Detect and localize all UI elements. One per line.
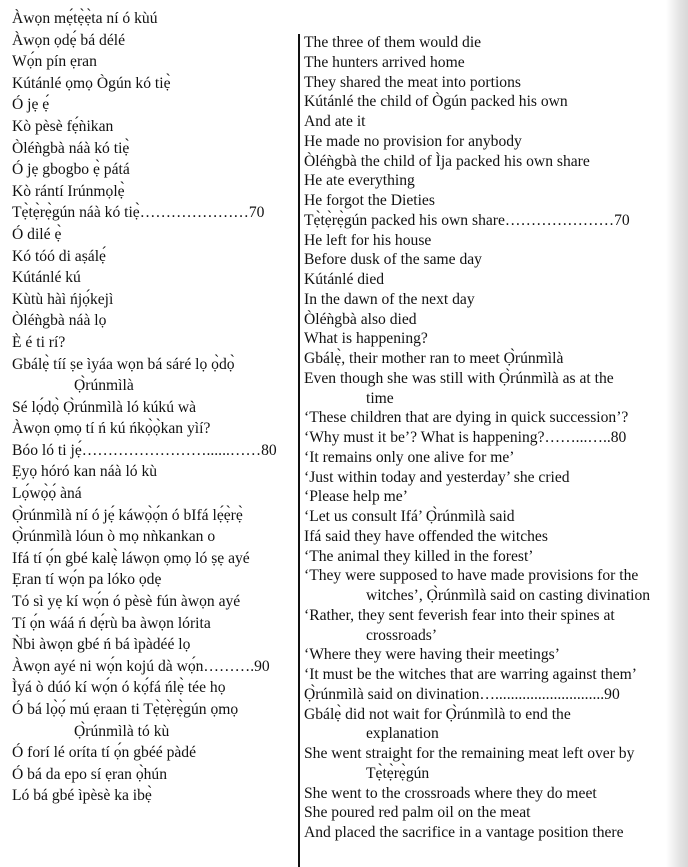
yoruba-line: È é ti rí?: [12, 333, 66, 351]
yoruba-line: Ǹbi àwọn gbé ń bá ìpàdéé lọ: [12, 636, 191, 654]
english-line: She went straight for the remaining meat left over by: [304, 745, 635, 762]
english-line: He forgot the Dieties: [304, 192, 435, 209]
yoruba-line: Tó sì yẹ kí wọ́n ó pèsè fún àwọn ayé: [12, 593, 241, 611]
yoruba-line: Tẹ̀tẹ̀rẹ̀gún náà kó tiẹ̀…………………70: [12, 204, 265, 222]
yoruba-line: Ìyá ò dúó kí wọ́n ó kọ́fá ńlẹ̀ tée họ: [12, 679, 226, 697]
english-line: Tẹ̀tẹ̀rẹ̀gún packed his own share…………………70: [304, 211, 630, 229]
english-line: ‘Let us consult Ifá’ Ọ̀rúnmìlà said: [304, 508, 515, 525]
english-line-continuation: Tẹ̀tẹ̀rẹ̀gún: [366, 764, 430, 782]
english-line: And placed the sacrifice in a vantage position there: [304, 824, 624, 841]
yoruba-line: Àwọn mẹ́tẹ̀ẹ̀ta ní ó kùú: [12, 10, 158, 27]
english-line: She poured red palm oil on the meat: [304, 804, 531, 822]
yoruba-line: Kútánlé ọmọ Ògún kó tiẹ̀: [12, 74, 171, 92]
yoruba-line: Kò rántí Irúnmọlẹ̀: [12, 182, 125, 200]
yoruba-line: Ifá tí ọ́n gbé kalẹ̀ láwọn ọmọ ló ṣẹ ayé: [12, 549, 250, 567]
yoruba-line: Ó dilé ẹ̀: [12, 225, 62, 243]
yoruba-line: Àwọn ọmọ tí ń kú ńkọ̀ọ̀kan yìí?: [12, 420, 211, 438]
yoruba-line: Ó bá lọ̀ọ́ mú ẹraan ti Tẹ̀tẹ̀rẹ̀gún ọmọ: [12, 701, 239, 718]
yoruba-line: Kò pèsè fẹ́ǹikan: [12, 117, 114, 135]
english-line: ‘Rather, they sent feverish fear into their spines at: [304, 606, 615, 624]
english-line: ‘It remains only one alive for me’: [304, 448, 515, 466]
page-edge-shadow: [666, 0, 688, 867]
english-line: The hunters arrived home: [304, 53, 465, 71]
yoruba-line: Kó tóó di aṣálẹ́: [12, 247, 106, 265]
yoruba-line: Ó jẹ gbogbo ẹ̀ pátá: [12, 161, 130, 179]
yoruba-line: Tí ọ́n wáá ń dẹ́rù ba àwọn lórita: [12, 614, 211, 632]
english-line: And ate it: [304, 113, 366, 130]
english-line: Òléǹgbà the child of Ìja packed his own share: [304, 152, 590, 170]
english-line: Ifá said they have offended the witches: [304, 527, 548, 545]
yoruba-line: Ẹran tí wọ́n pa lóko ọdẹ: [12, 571, 162, 589]
yoruba-line: Àwọn ayé ni wọ́n kojú dà wọ́n……….90: [12, 657, 270, 675]
yoruba-line: Ó bá da epo sí ẹran ọ̀hún: [12, 765, 168, 783]
yoruba-line: Sé lọ́dọ̀ Ọ̀rúnmìlà ló kúkú wà: [12, 398, 197, 416]
english-line: Kútánlé the child of Ògún packed his own: [304, 93, 568, 111]
yoruba-line: Gbálẹ̀ tíí ṣe ìyáa wọn bá sáré lọ ọ̀dọ̀: [12, 355, 235, 373]
english-line: Even though she was still with Ọ̀rúnmìlà as at the: [304, 369, 614, 387]
yoruba-line: Ó jẹ ẹ́: [12, 96, 50, 114]
yoruba-line: Kùtù hàì ńjọ́kejì: [12, 290, 114, 308]
yoruba-line: Ọ̀rúnmìlà ní ó jẹ́ káwọ̀ọ́n ó bIfá lẹ́ẹ̀rẹ̀: [12, 506, 243, 524]
yoruba-line: Ó forí lé oríta tí ọ́n gbéé pàdé: [12, 744, 197, 762]
yoruba-line-continuation: Ọ̀rúnmìlà: [74, 377, 134, 395]
yoruba-column: [12, 8, 277, 807]
english-line: ‘Just within today and yesterday’ she cried: [304, 468, 570, 486]
column-divider: [298, 34, 300, 867]
english-line: He ate everything: [304, 172, 415, 190]
english-line: ‘These children that are dying in quick succession’?: [304, 409, 629, 427]
yoruba-line: Ọ̀rúnmìlà lóun ò mọ nǹkankan o: [12, 528, 216, 546]
english-line-continuation: time: [366, 389, 394, 407]
english-line: He left for his house: [304, 231, 432, 249]
english-line: In the dawn of the next day: [304, 290, 475, 308]
english-line: ‘The animal they killed in the forest’: [304, 547, 534, 565]
english-column: [304, 33, 650, 843]
english-line: The three of them would die: [304, 34, 482, 51]
yoruba-line: Bóo ló ti jẹ́……………………......……80: [12, 441, 277, 459]
english-line-continuation: witches’, Ọ̀rúnmìlà said on casting divination: [366, 587, 651, 604]
english-line: Ọ̀rúnmìlà said on divination…............................90: [304, 685, 620, 703]
yoruba-line: Ẹyọ hóró kan náà ló kù: [12, 463, 158, 481]
english-line-continuation: explanation: [366, 725, 439, 743]
english-line: Kútánlé died: [304, 271, 385, 288]
yoruba-line: Òléǹgbà náà lọ: [12, 312, 107, 330]
english-line: ‘They were supposed to have made provisions for the: [304, 567, 639, 585]
english-line: Gbálẹ̀, their mother ran to meet Ọ̀rúnmìlà: [304, 350, 564, 367]
english-line: They shared the meat into portions: [304, 73, 521, 91]
english-line: What is happening?: [304, 330, 428, 348]
yoruba-line: Kútánlé kú: [12, 269, 81, 287]
yoruba-line: Àwọn ọdẹ́ bá délé: [12, 31, 126, 49]
english-line: ‘Please help me’: [304, 488, 408, 506]
yoruba-line: Wọ́n pín ẹran: [12, 53, 97, 71]
yoruba-line: Ló bá gbé ìpèsè ka ibẹ̀: [12, 787, 152, 805]
yoruba-line: Lọ́wọ̀ọ́ àná: [12, 485, 82, 503]
english-line: ‘It must be the witches that are warring against them’: [304, 666, 637, 683]
english-line: Òléǹgbà also died: [304, 310, 417, 328]
yoruba-line-continuation: Ọ̀rúnmìlà tó kù: [74, 722, 170, 740]
english-line-continuation: crossroads’: [366, 626, 438, 644]
english-line: Before dusk of the same day: [304, 251, 482, 269]
yoruba-line: Òléǹgbà náà kó tiẹ̀: [12, 139, 130, 157]
english-line: He made no provision for anybody: [304, 132, 522, 150]
english-line: ‘Why must it be’? What is happening?……...…..80: [304, 429, 627, 446]
english-line: She went to the crossroads where they do meet: [304, 784, 597, 802]
english-line: ‘Where they were having their meetings’: [304, 646, 560, 664]
english-line: Gbálẹ̀ did not wait for Ọ̀rúnmìlà to end the: [304, 705, 571, 723]
